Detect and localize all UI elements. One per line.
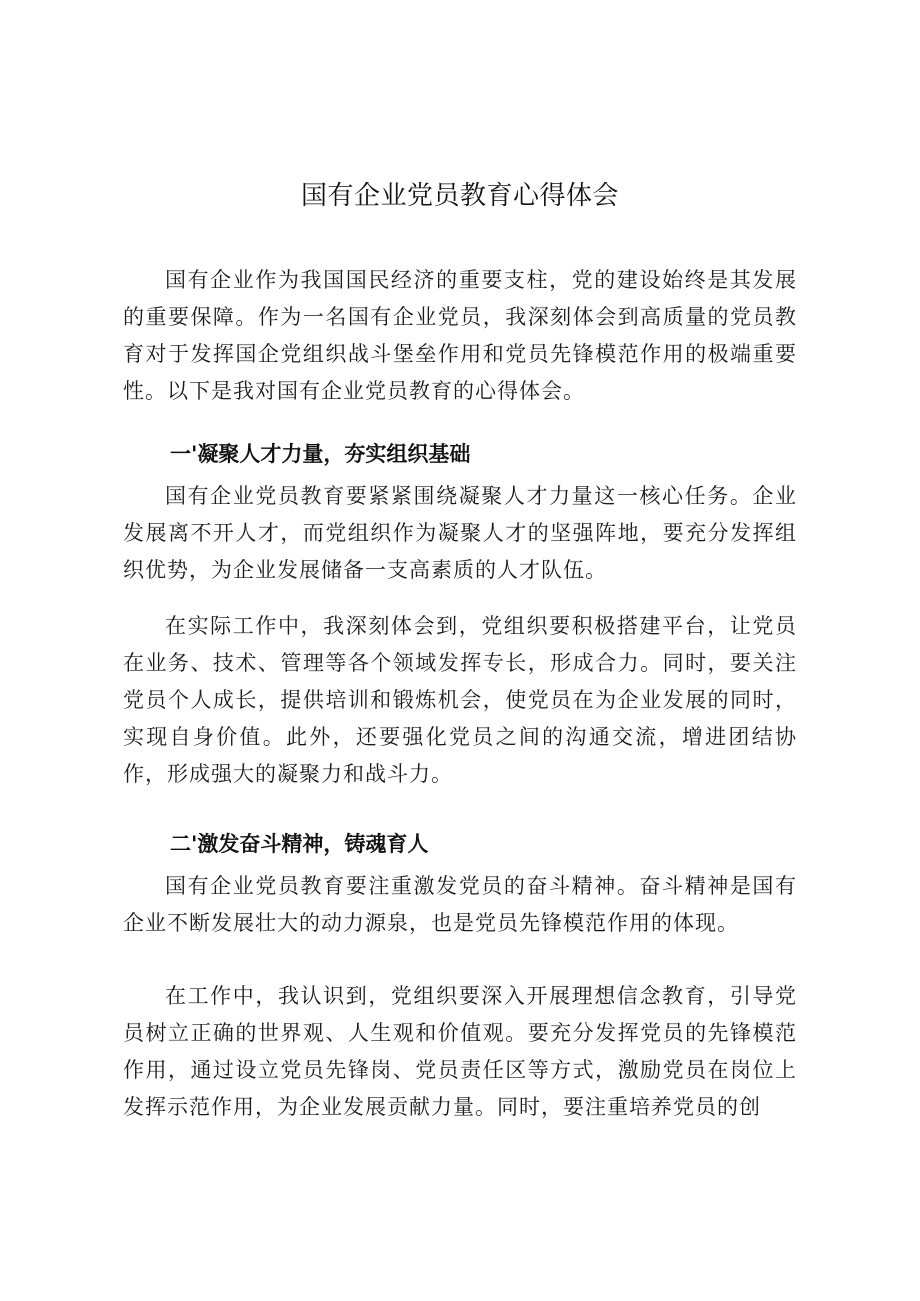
paragraph-intro: 国有企业作为我国国民经济的重要支柱，党的建设始终是其发展的重要保障。作为一名国有企业党员，我深刻体会到高质量的党员教育对于发挥国企党组织战斗堡垒作用和党员先锋模范作用的极端重要性。以下是我对国有企业党员教育的心得体会。 [123, 268, 797, 403]
section-heading-2: 二'激发奋斗精神，铸魂育人 [170, 832, 429, 856]
paragraph-section2-b: 在工作中，我认识到，党组织要深入开展理想信念教育，引导党员树立正确的世界观、人生观和价值观。要充分发挥党员的先锋模范作用，通过设立党员先锋岗、党员责任区等方式，激励党员在岗位上发挥示范作用，为企业发展贡献力量。同时，要注重培养党员的创 [123, 984, 797, 1119]
document-title: 国有企业党员教育心得体会 [300, 181, 619, 211]
section-heading-1: 一'凝聚人才力量，夯实组织基础 [170, 442, 471, 466]
paragraph-section1-a: 国有企业党员教育要紧紧围绕凝聚人才力量这一核心任务。企业发展离不开人才，而党组织作为凝聚人才的坚强阵地，要充分发挥组织优势，为企业发展储备一支高素质的人才队伍。 [123, 484, 797, 582]
paragraph-section2-a: 国有企业党员教育要注重激发党员的奋斗精神。奋斗精神是国有企业不断发展壮大的动力源泉，也是党员先锋模范作用的体现。 [123, 874, 797, 935]
paragraph-section1-b: 在实际工作中，我深刻体会到，党组织要积极搭建平台，让党员在业务、技术、管理等各个领域发挥专长，形成合力。同时，要关注党员个人成长，提供培训和锻炼机会，使党员在为企业发展的同时，实现自身价值。此外，还要强化党员之间的沟通交流，增进团结协作，形成强大的凝聚力和战斗力。 [123, 614, 797, 786]
